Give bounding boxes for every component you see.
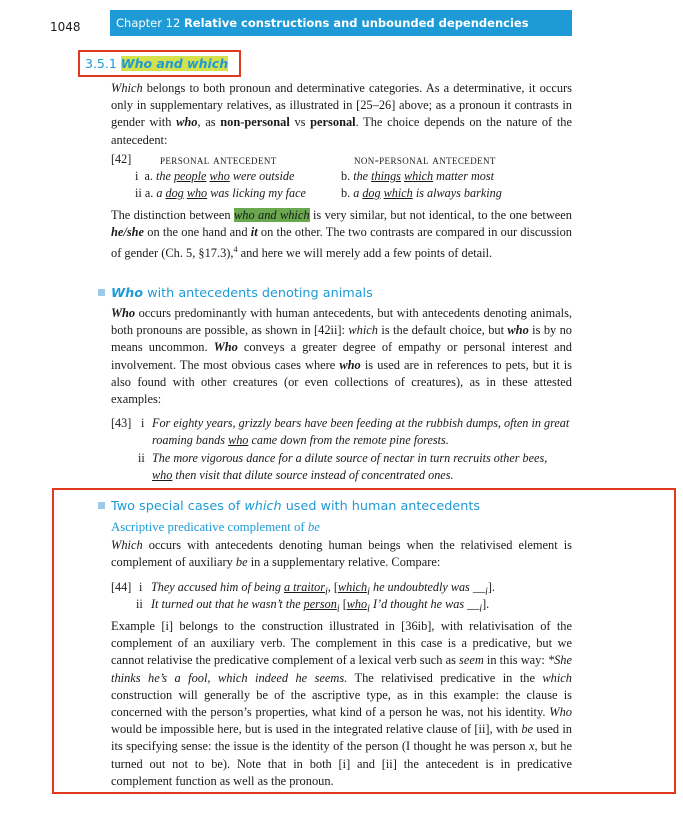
example-number: ii	[136, 597, 143, 611]
example-line: They accused him of being a traitor$_i$, [which$_i$ he undoubtedly was $\_\__i$].	[151, 580, 495, 598]
column-header-nonpersonal: non-personal antecedent	[354, 153, 496, 167]
example-label: [43]	[111, 416, 132, 430]
example-row: i a. the people who were outside	[135, 169, 295, 183]
subsubsection-heading: Ascriptive predicative complement of be	[111, 520, 320, 534]
example-row: b. a dog which is always barking	[341, 186, 502, 200]
subsection-heading-animals: Who with antecedents denoting animals	[98, 286, 373, 301]
paragraph-intro: Which belongs to both pronoun and determinative categories. As a determinative, it occurs only in supplementary relatives, as illustrated in [25–26] above; as a pronoun it contrasts in gender with who, as non-personal vs personal. The choice depends on the nature of the antecedent:	[111, 81, 572, 147]
subsection-heading-special-cases: Two special cases of which used with human antecedents	[98, 499, 480, 514]
column-header-personal: personal antecedent	[160, 153, 277, 167]
example-label: [42]	[111, 152, 132, 166]
example-row: ii a. a dog who was licking my face	[135, 186, 306, 200]
section-number: 3.5.1	[85, 56, 117, 71]
bullet-square-icon	[98, 502, 105, 509]
example-label: [44]	[111, 580, 132, 594]
paragraph-distinction: The distinction between who and which is very similar, but not identical, to the one between he/she on the one hand and it on the other. The two contrasts are compared in our discussion of gender (Ch. 5, §17.3),$^4$ and here we will merely add a few points of detail.	[111, 208, 572, 261]
paragraph-animals: Who occurs predominantly with human antecedents, but with antecedents denoting animals, both pronouns are possible, as shown in [42ii]: which is the default choice, but who is by no means uncommon. Who conveys a greater degree of empathy or personal interest and involvement. The most obvious cases where who is used are in references to pets, but it is also found with other creatures (or even collections of creatures), as in these attested examples:	[111, 306, 572, 407]
example-number: i	[139, 580, 143, 594]
example-row: b. the things which matter most	[341, 169, 495, 183]
example-number: ii	[138, 451, 145, 465]
annotation-box-heading	[78, 50, 241, 77]
example-line: The more vigorous dance for a dilute source of nectar in turn recruits other bees,	[152, 451, 548, 465]
highlight-who-and-which: who and which	[233, 208, 310, 222]
example-line: who then visit that dilute source instead of concentrated ones.	[152, 468, 454, 482]
paragraph-example-discussion: Example [i] belongs to the construction illustrated in [36ib], with relativisation of the complement of an auxiliary verb. The complement in this case is a predicative, but we cannot relativise the predicative complement of a lexical verb such as seem in this way: *She thinks he’s a fool, which indeed he seems. The relativised predicative in the which construction will generally be of the ascriptive type, as in this example: the clause is concerned with the person’s properties, what kind of a person he was, not his identity. Who would be impossible here, but is used in the integrated relative clause of [ii], with be used in its specifying sense: the issue is the identity of the person (I thought he was person x, but he turned out not to be). Note that in both [i] and [ii] the antecedent is in predicative complement function as well as the pronoun.	[111, 619, 573, 788]
example-number: i	[141, 416, 145, 430]
example-line: For eighty years, grizzly bears have been feeding at the rubbish dumps, often in great	[152, 416, 570, 430]
chapter-label: Chapter 12	[116, 16, 181, 30]
running-header	[110, 10, 572, 36]
chapter-title: Relative constructions and unbounded dependencies	[183, 16, 529, 30]
example-line: It turned out that he wasn’t the person$_i$ [who$_i$ I’d thought he was $\_\__i$].	[151, 597, 490, 615]
example-line: roaming bands who came down from the remote pine forests.	[152, 433, 449, 447]
page-number: 1048	[50, 20, 81, 34]
bullet-square-icon	[98, 289, 105, 296]
paragraph-human-antecedents: Which occurs with antecedents denoting human beings when the relativised element is complement of auxiliary be in a supplementary relative. Compare:	[111, 538, 572, 570]
section-title: Who and which	[120, 56, 229, 71]
